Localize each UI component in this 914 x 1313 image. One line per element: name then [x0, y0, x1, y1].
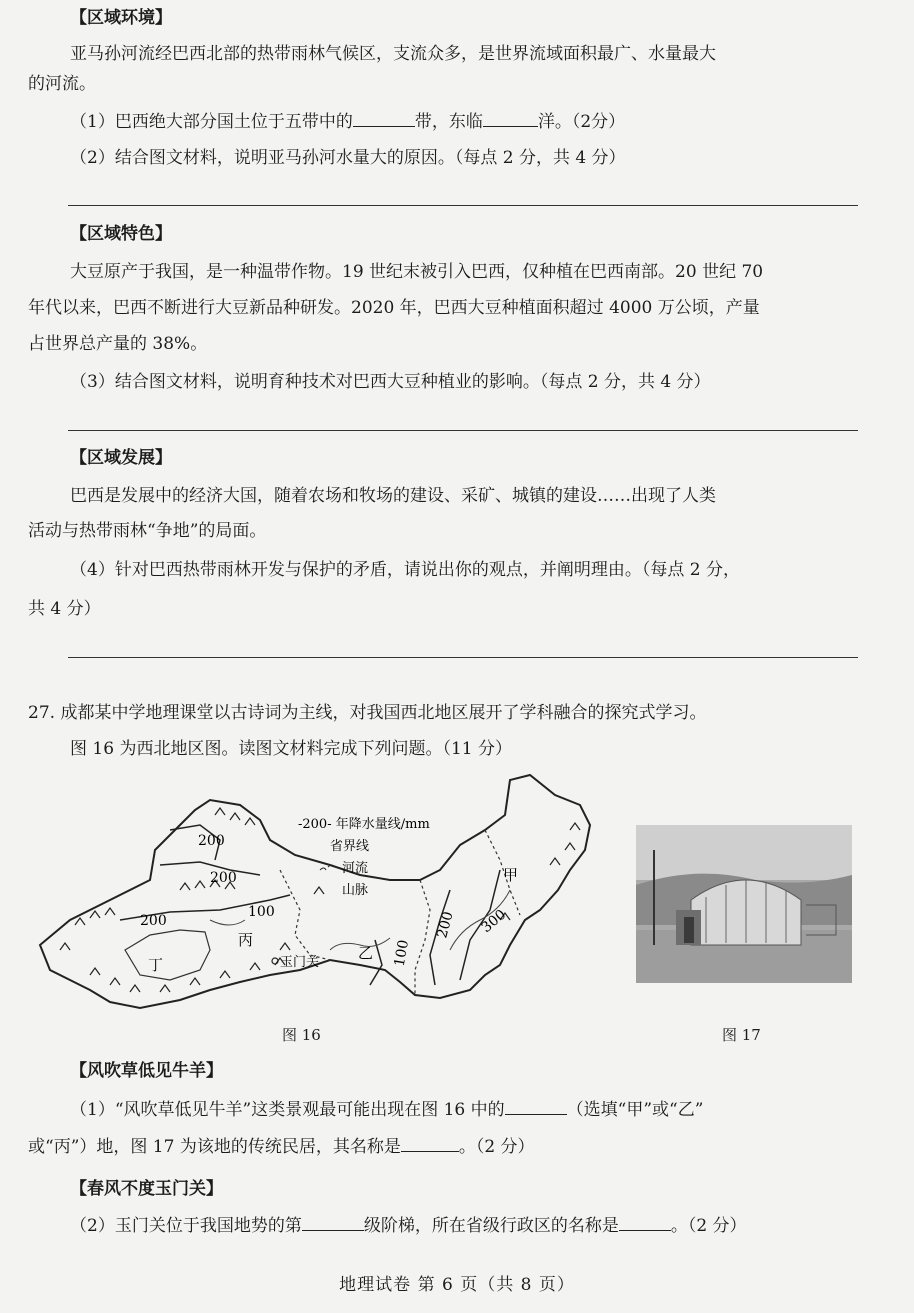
legend-river: 河流: [342, 861, 369, 876]
section-title-wind-grass: 【风吹草低见牛羊】: [70, 1061, 223, 1081]
question-text: （选填“甲”或“乙”: [566, 1100, 704, 1120]
question-text: 带，东临: [414, 112, 483, 132]
answer-blank[interactable]: [353, 108, 415, 127]
isohyet-label: 300: [478, 906, 510, 937]
place-bing: 丙: [238, 931, 254, 949]
figure-16-caption: 图 16: [282, 1026, 321, 1044]
answer-blank[interactable]: [401, 1133, 459, 1152]
isohyet-label: 200: [140, 913, 167, 929]
answer-blank[interactable]: [302, 1212, 364, 1231]
question-27-intro: 27. 成都某中学地理课堂以古诗词为主线，对我国西北地区展开了学科融合的探究式学习。: [28, 703, 707, 723]
paragraph-line: 年代以来，巴西不断进行大豆新品种研发。2020 年，巴西大豆种植面积超过 4000 万公顷，产量: [28, 298, 760, 318]
northwest-map: [30, 770, 610, 1020]
question-1: [70, 108, 625, 134]
section-title-region-environment: 【区域环境】: [70, 8, 172, 28]
isohyet-label: 200: [434, 909, 457, 940]
answer-blank[interactable]: [619, 1212, 671, 1231]
paragraph-line: 的河流。: [28, 74, 96, 94]
place-ding: 丁: [148, 956, 164, 974]
question-27-2: [70, 1212, 747, 1238]
place-jia: 甲: [503, 866, 519, 884]
paragraph-line: 活动与热带雨林“争地”的局面。: [28, 521, 267, 541]
question-text: 或“丙”）地，图 17 为该地的传统民居，其名称是: [28, 1137, 401, 1157]
mountain-legend-icon: [314, 887, 324, 894]
page-footer: 地理试卷 第 6 页（共 8 页）: [339, 1275, 575, 1295]
answer-line[interactable]: [68, 657, 858, 658]
paragraph-line: 大豆原产于我国，是一种温带作物。19 世纪末被引入巴西，仅种植在巴西南部。20 世纪 70: [70, 262, 764, 282]
section-title-region-development: 【区域发展】: [70, 448, 172, 468]
question-text: （1）“风吹草低见牛羊”这类景观最可能出现在图 16 中的: [70, 1100, 505, 1120]
province-border: [415, 880, 430, 995]
legend-isohyet: -200- 年降水量线/mm: [298, 817, 430, 832]
mountain-range: [60, 808, 580, 992]
region-outline: [40, 775, 590, 1008]
figure-17-caption: 图 17: [722, 1026, 761, 1044]
answer-line[interactable]: [68, 430, 858, 431]
answer-blank[interactable]: [505, 1096, 567, 1115]
legend-border: 省界线: [330, 839, 370, 854]
isohyet-label: 100: [248, 904, 275, 920]
question-2: （2）结合图文材料，说明亚马孙河水量大的原因。（每点 2 分，共 4 分）: [70, 148, 626, 168]
question-text: 洋。（2分）: [537, 112, 626, 132]
answer-blank[interactable]: [483, 108, 538, 127]
paragraph-line: 巴西是发展中的经济大国，随着农场和牧场的建设、采矿、城镇的建设……出现了人类: [70, 486, 716, 506]
paragraph-line: 亚马孙河流经巴西北部的热带雨林气候区，支流众多，是世界流域面积最广、水量最大: [70, 44, 716, 64]
isohyet-label: 200: [198, 833, 225, 849]
question-27-1: [70, 1096, 703, 1122]
basin-outline: [125, 930, 210, 980]
isohyet-label: 200: [210, 870, 237, 886]
question-27-1-cont: [28, 1133, 535, 1159]
question-4-cont: 共 4 分）: [28, 599, 101, 619]
question-text: （1）巴西绝大部分国土位于五带中的: [70, 112, 353, 132]
answer-line[interactable]: [68, 205, 858, 206]
section-title-yumen-pass: 【春风不度玉门关】: [70, 1179, 223, 1199]
question-text: 。（2 分）: [458, 1137, 535, 1157]
question-text: 级阶梯，所在省级行政区的名称是: [363, 1216, 619, 1236]
paragraph-line: 占世界总产量的 38%。: [28, 334, 208, 354]
question-text: 。（2 分）: [670, 1216, 747, 1236]
question-3: （3）结合图文材料，说明育种技术对巴西大豆种植业的影响。（每点 2 分，共 4 分）: [70, 372, 711, 392]
section-title-region-feature: 【区域特色】: [70, 224, 172, 244]
river: [210, 920, 245, 925]
yumen-point: [272, 958, 278, 964]
place-yumen: 玉门关: [280, 955, 320, 970]
question-27-intro-cont: 图 16 为西北地区图。读图文材料完成下列问题。（11 分）: [70, 739, 512, 759]
legend-mountain: 山脉: [342, 883, 369, 898]
place-yi: 乙: [358, 944, 374, 962]
question-4: （4）针对巴西热带雨林开发与保护的矛盾，请说出你的观点，并阐明理由。（每点 2 分，: [70, 560, 740, 580]
isohyet-label: 100: [391, 938, 413, 968]
question-text: （2）玉门关位于我国地势的第: [70, 1216, 302, 1236]
yurt-photo: [636, 825, 852, 983]
